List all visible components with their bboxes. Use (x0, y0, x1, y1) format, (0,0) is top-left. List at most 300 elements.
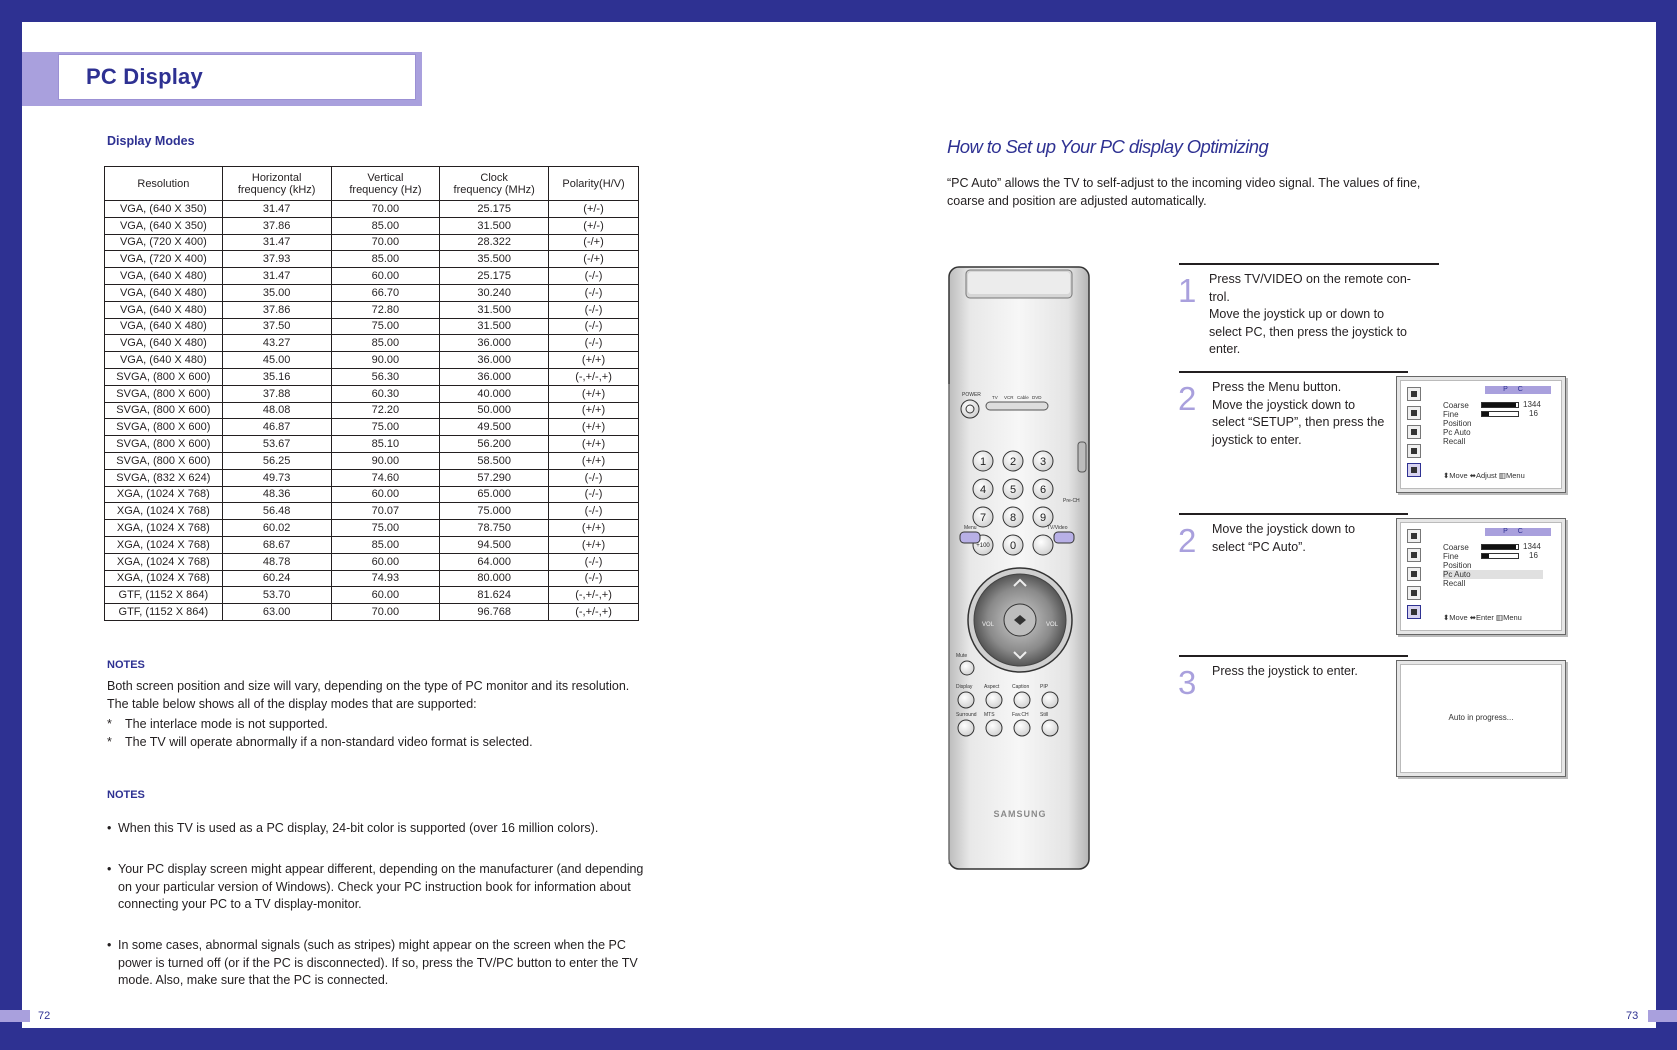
table-cell: 36.000 (440, 368, 549, 385)
osd-screen-3 (1396, 660, 1566, 777)
table-row (105, 352, 639, 369)
page-number-left: 72 (38, 1010, 51, 1022)
table-cell: 35.00 (222, 284, 331, 301)
table-cell: 70.00 (331, 234, 440, 251)
table-cell: VGA, (640 X 350) (105, 201, 223, 218)
osd-2-item-position: Position (1443, 561, 1472, 570)
table-cell: VGA, (640 X 480) (105, 301, 223, 318)
table-cell: 90.00 (331, 452, 440, 469)
notes-1-item-2-text: The TV will operate abnormally if a non-standard video format is selected. (125, 734, 533, 749)
osd-1-coarse-fill (1482, 403, 1516, 407)
osd-2-coarse-fill (1482, 545, 1516, 549)
table-cell: 31.500 (440, 301, 549, 318)
table-cell: (+/-) (549, 201, 639, 218)
step-divider (1179, 655, 1408, 657)
table-row (105, 486, 639, 503)
osd-3-message: Auto in progress... (1448, 713, 1514, 722)
bullet-dot: • (107, 821, 112, 835)
table-cell: VGA, (640 X 480) (105, 318, 223, 335)
table-cell: 40.000 (440, 385, 549, 402)
notes-1-line-2: The table below shows all of the display modes that are supported: (107, 696, 477, 711)
table-cell: 85.00 (331, 251, 440, 268)
osd-1-item-coarse: Coarse (1443, 401, 1469, 410)
osd-2-title: PC (1485, 528, 1551, 536)
osd-screen-3-inner (1400, 664, 1562, 773)
osd-2-item-recall: Recall (1443, 579, 1466, 588)
table-cell: (+/-) (549, 217, 639, 234)
table-cell: (-/-) (549, 486, 639, 503)
notes-heading-1: NOTES (107, 659, 145, 671)
mode-dvd: DVD (1032, 395, 1042, 400)
mode-cable: Cable (1017, 395, 1029, 400)
table-cell: 60.00 (331, 587, 440, 604)
step-text-line: Press TV/VIDEO on the remote con- (1209, 272, 1411, 286)
digit-label: 1 (979, 456, 987, 468)
table-cell: 65.000 (440, 486, 549, 503)
osd-1-fine-fill (1482, 412, 1489, 416)
table-cell: (-,+/-,+) (549, 604, 639, 621)
step-number: 1 (1178, 272, 1197, 309)
table-cell: 37.86 (222, 301, 331, 318)
bullet-dot: • (107, 862, 112, 876)
osd-2-fine-fill (1482, 554, 1489, 558)
digit-label: 9 (1039, 512, 1047, 524)
table-cell: XGA, (1024 X 768) (105, 520, 223, 537)
pc-icon (1407, 463, 1421, 477)
step-number: 2 (1178, 522, 1197, 559)
step-number: 3 (1178, 664, 1197, 701)
side-rocker (1078, 442, 1086, 472)
table-cell: VGA, (720 X 400) (105, 234, 223, 251)
osd-1-item-fine: Fine (1443, 410, 1459, 419)
table-cell: (+/+) (549, 419, 639, 436)
remote-key-label: Still (1040, 712, 1049, 718)
notes-2-bullet-2-line-3: connecting your PC to a TV display-monitor. (118, 897, 362, 911)
osd-2-footer: ⬍Move ⬌Enter ▥Menu (1443, 613, 1522, 622)
zero-label: 0 (1009, 540, 1017, 552)
menu-button (960, 532, 980, 543)
osd-2-fine-bar (1481, 553, 1519, 559)
mode-vcr: VCR (1004, 395, 1014, 400)
table-cell: 58.500 (440, 452, 549, 469)
notes-1-item-1-text: The interlace mode is not supported. (125, 717, 328, 731)
table-cell: 60.00 (331, 486, 440, 503)
table-cell: 25.175 (440, 201, 549, 218)
table-cell: 35.500 (440, 251, 549, 268)
table-row (105, 234, 639, 251)
prech-label: Pre-CH (1063, 498, 1080, 504)
menu-label: Menu (964, 525, 977, 531)
osd-1-coarse-value: 1344 (1523, 400, 1541, 409)
right-heading: How to Set up Your PC display Optimizing (947, 136, 1269, 157)
table-cell: VGA, (640 X 350) (105, 217, 223, 234)
step-divider (1179, 513, 1408, 515)
table-cell: 60.00 (331, 268, 440, 285)
table-cell: 37.86 (222, 217, 331, 234)
notes-1-line-1: Both screen position and size will vary, depending on the type of PC monitor and its resolution. (107, 679, 630, 693)
table-cell: 70.07 (331, 503, 440, 520)
notes-2-bullet-2-line-1: Your PC display screen might appear different, depending on the manufacturer (and depending (118, 862, 644, 876)
table-cell: (-,+/-,+) (549, 368, 639, 385)
table-cell: 37.88 (222, 385, 331, 402)
osd-2-fine-value: 16 (1529, 551, 1538, 560)
table-row (105, 217, 639, 234)
notes-2-bullet-1-text: When this TV is used as a PC display, 24-bit color is supported (over 16 million colors). (118, 821, 599, 835)
table-row (105, 587, 639, 604)
osd-1-fine-value: 16 (1529, 409, 1538, 418)
remote-key-label: Aspect (984, 684, 1000, 690)
remote-key-label: Caption (1012, 684, 1030, 690)
table-cell: XGA, (1024 X 768) (105, 570, 223, 587)
notes-1-item-1 (107, 716, 747, 734)
mode-switch (986, 402, 1048, 410)
setup-icon (1407, 444, 1421, 458)
table-cell: 31.500 (440, 318, 549, 335)
table-row (105, 335, 639, 352)
remote-key-button (1042, 692, 1058, 708)
step-text-line: Move the joystick up or down to (1209, 307, 1385, 321)
step-text-line: Move the joystick down to (1212, 397, 1356, 412)
display-modes-heading: Display Modes (107, 134, 195, 148)
prech-button (1033, 535, 1053, 555)
table-cell: 75.000 (440, 503, 549, 520)
step-text-line: Press the Menu button. (1212, 380, 1342, 394)
sound-icon (1407, 406, 1421, 420)
remote-key-button (1014, 720, 1030, 736)
table-header-row (105, 167, 639, 201)
plus100-label: +100 (976, 543, 990, 549)
table-cell: SVGA, (800 X 600) (105, 402, 223, 419)
page-number-bar-left (0, 1010, 30, 1022)
table-cell: 36.000 (440, 335, 549, 352)
table-cell: (+/+) (549, 402, 639, 419)
osd-1-item-position: Position (1443, 419, 1472, 428)
table-cell: 36.000 (440, 352, 549, 369)
osd-2-coarse-bar (1481, 544, 1519, 550)
table-cell: 31.47 (222, 201, 331, 218)
table-cell: (+/+) (549, 385, 639, 402)
table-cell: VGA, (640 X 480) (105, 352, 223, 369)
digit-label: 7 (979, 512, 987, 524)
table-cell: (-/-) (549, 268, 639, 285)
table-cell: (+/+) (549, 452, 639, 469)
table-cell: (-/-) (549, 553, 639, 570)
remote-key-label: MTS (984, 712, 995, 718)
table-cell: 68.67 (222, 536, 331, 553)
table-cell: 48.78 (222, 553, 331, 570)
picture-icon (1407, 387, 1421, 401)
mute-button (960, 661, 974, 675)
table-cell: 60.00 (331, 553, 440, 570)
table-cell: (-/-) (549, 301, 639, 318)
table-cell: VGA, (640 X 480) (105, 268, 223, 285)
table-cell: 74.60 (331, 469, 440, 486)
table-cell: 63.00 (222, 604, 331, 621)
step-text (1209, 271, 1449, 359)
table-cell: 85.00 (331, 217, 440, 234)
header-horizontal: Horizontal frequency (kHz) (222, 167, 331, 201)
osd-screen-2-inner (1400, 522, 1562, 631)
table-cell: SVGA, (800 X 600) (105, 368, 223, 385)
table-cell: VGA, (720 X 400) (105, 251, 223, 268)
table-cell: 49.500 (440, 419, 549, 436)
table-cell: 43.27 (222, 335, 331, 352)
table-cell: GTF, (1152 X 864) (105, 587, 223, 604)
table-cell: SVGA, (800 X 600) (105, 419, 223, 436)
table-cell: 81.624 (440, 587, 549, 604)
table-cell: 49.73 (222, 469, 331, 486)
table-cell: 90.00 (331, 352, 440, 369)
header-clock: Clock frequency (MHz) (440, 167, 549, 201)
table-row (105, 503, 639, 520)
table-cell: 60.30 (331, 385, 440, 402)
step-text-line: joystick to enter. (1212, 432, 1302, 447)
table-cell: (+/+) (549, 436, 639, 453)
page-number-right: 73 (1626, 1010, 1639, 1022)
table-cell: 46.87 (222, 419, 331, 436)
step-text-line: select “SETUP”, then press the (1212, 415, 1385, 429)
table-row (105, 469, 639, 486)
table-cell: 72.80 (331, 301, 440, 318)
table-cell: VGA, (640 X 480) (105, 335, 223, 352)
osd-1-item-recall: Recall (1443, 437, 1466, 446)
table-cell: (-,+/-,+) (549, 587, 639, 604)
table-cell: (-/-) (549, 284, 639, 301)
right-intro-line-1: “PC Auto” allows the TV to self-adjust to the incoming video signal. The values of fine, (947, 176, 1421, 190)
osd-2-item-fine: Fine (1443, 552, 1459, 561)
table-row (105, 604, 639, 621)
table-cell: 57.290 (440, 469, 549, 486)
table-cell: 37.93 (222, 251, 331, 268)
sound-icon (1407, 548, 1421, 562)
table-cell: 70.00 (331, 604, 440, 621)
digit-label: 4 (979, 484, 987, 496)
vol-minus-label: VOL (982, 622, 995, 628)
table-cell: 53.67 (222, 436, 331, 453)
table-cell: XGA, (1024 X 768) (105, 536, 223, 553)
step-text-line: enter. (1209, 342, 1241, 356)
step-text-line: trol. (1209, 289, 1230, 304)
table-cell: (+/+) (549, 352, 639, 369)
table-cell: 31.500 (440, 217, 549, 234)
step-divider (1179, 371, 1408, 373)
table-cell: GTF, (1152 X 864) (105, 604, 223, 621)
mode-tv: TV (992, 395, 998, 400)
header-resolution: Resolution (105, 167, 223, 201)
osd-screen-1 (1396, 376, 1566, 493)
table-cell: 45.00 (222, 352, 331, 369)
table-cell: (-/-) (549, 503, 639, 520)
right-intro (947, 175, 1567, 210)
table-cell: 94.500 (440, 536, 549, 553)
notes-1-text (107, 678, 747, 751)
remote-key-label: Fav.CH (1012, 712, 1029, 718)
bullet-dot: • (107, 938, 112, 952)
osd-2-coarse-value: 1344 (1523, 542, 1541, 551)
channel-icon (1407, 567, 1421, 581)
table-cell: XGA, (1024 X 768) (105, 486, 223, 503)
remote-key-label: Surround (956, 712, 977, 718)
table-cell: 37.50 (222, 318, 331, 335)
table-cell: 35.16 (222, 368, 331, 385)
table-row (105, 301, 639, 318)
table-body (105, 201, 639, 621)
digit-label: 3 (1039, 456, 1047, 468)
remote-key-button (958, 720, 974, 736)
table-row (105, 520, 639, 537)
remote-key-button (986, 720, 1002, 736)
table-cell: XGA, (1024 X 768) (105, 553, 223, 570)
table-cell: 48.08 (222, 402, 331, 419)
table-row (105, 436, 639, 453)
picture-icon (1407, 529, 1421, 543)
step-text-line: select PC, then press the joystick to (1209, 324, 1408, 339)
osd-1-item-pcauto: Pc Auto (1443, 428, 1471, 437)
table-cell: (-/+) (549, 251, 639, 268)
osd-1-sidebar (1407, 387, 1423, 482)
notes-2-bullet-3-line-2: power is turned off (or if the PC is disconnected). If so, press the TV/PC button to enter the TV (118, 955, 638, 970)
notes-heading-2: NOTES (107, 789, 145, 801)
setup-icon (1407, 586, 1421, 600)
step-number: 2 (1178, 380, 1197, 417)
table-cell: XGA, (1024 X 768) (105, 503, 223, 520)
tvvideo-label: TV/Video (1047, 525, 1068, 531)
remote-key-button (986, 692, 1002, 708)
table-cell: (-/-) (549, 335, 639, 352)
step-divider (1179, 263, 1439, 265)
osd-1-footer: ⬍Move ⬌Adjust ▥Menu (1443, 471, 1525, 480)
table-cell: 75.00 (331, 520, 440, 537)
digit-label: 6 (1039, 484, 1047, 496)
page-title: PC Display (86, 64, 203, 89)
table-cell: (-/-) (549, 318, 639, 335)
osd-2-sidebar (1407, 529, 1423, 624)
table-cell: (-/+) (549, 234, 639, 251)
table-cell: 85.00 (331, 335, 440, 352)
notes-2-bullet-3-line-3: mode. Also, make sure that the PC is connected. (118, 973, 389, 987)
pc-icon (1407, 605, 1421, 619)
table-cell: 25.175 (440, 268, 549, 285)
table-row (105, 368, 639, 385)
table-cell: 50.000 (440, 402, 549, 419)
star-marker: * (107, 717, 112, 731)
notes-2-bullet-3 (107, 937, 757, 990)
brand-logo: SAMSUNG (993, 809, 1047, 819)
table-cell: (-/-) (549, 570, 639, 587)
table-cell: 60.02 (222, 520, 331, 537)
notes-2-bullet-3-line-1: In some cases, abnormal signals (such as stripes) might appear on the screen when the PC (118, 938, 626, 952)
vol-plus-label: VOL (1046, 622, 1059, 628)
step-text-line: select “PC Auto”. (1212, 539, 1306, 554)
table-row (105, 318, 639, 335)
digit-label: 2 (1009, 456, 1017, 468)
table-cell: 72.20 (331, 402, 440, 419)
table-cell: 80.000 (440, 570, 549, 587)
table-row (105, 385, 639, 402)
remote-key-button (1014, 692, 1030, 708)
table-cell: VGA, (640 X 480) (105, 284, 223, 301)
table-cell: SVGA, (800 X 600) (105, 436, 223, 453)
table-cell: 53.70 (222, 587, 331, 604)
table-cell: 66.70 (331, 284, 440, 301)
table-cell: 85.10 (331, 436, 440, 453)
table-cell: 74.93 (331, 570, 440, 587)
osd-2-item-coarse: Coarse (1443, 543, 1469, 552)
table-cell: 96.768 (440, 604, 549, 621)
remote-key-button (958, 692, 974, 708)
table-row (105, 284, 639, 301)
table-cell: 28.322 (440, 234, 549, 251)
table-cell: 31.47 (222, 268, 331, 285)
osd-screen-2 (1396, 518, 1566, 635)
table-cell: 75.00 (331, 318, 440, 335)
mute-label: Mute (956, 653, 968, 659)
table-cell: 85.00 (331, 536, 440, 553)
tvvideo-button (1054, 532, 1074, 543)
table-cell: 56.48 (222, 503, 331, 520)
notes-2-bullet-2 (107, 861, 757, 914)
table-row (105, 452, 639, 469)
table-cell: 64.000 (440, 553, 549, 570)
table-cell: SVGA, (832 X 624) (105, 469, 223, 486)
right-intro-line-2: coarse and position are adjusted automatically. (947, 193, 1207, 208)
table-cell: 30.240 (440, 284, 549, 301)
page-number-bar-right (1648, 1010, 1677, 1022)
table-row (105, 402, 639, 419)
notes-2-bullet-2-line-2: on your particular version of Windows). Check your PC instruction book for information about (118, 879, 631, 894)
table-cell: (-/-) (549, 469, 639, 486)
power-label: POWER (962, 392, 981, 398)
table-cell: SVGA, (800 X 600) (105, 385, 223, 402)
osd-1-fine-bar (1481, 411, 1519, 417)
digit-label: 8 (1009, 512, 1017, 524)
osd-1-title: PC (1485, 386, 1551, 394)
table-cell: 31.47 (222, 234, 331, 251)
osd-screen-1-inner (1400, 380, 1562, 489)
table-cell: SVGA, (800 X 600) (105, 452, 223, 469)
remote-control-illustration (946, 264, 1094, 872)
table-cell: 70.00 (331, 201, 440, 218)
table-cell: (+/+) (549, 520, 639, 537)
osd-2-item-pcauto-selected: Pc Auto (1443, 570, 1543, 579)
table-row (105, 251, 639, 268)
display-modes-table (104, 166, 639, 621)
osd-1-coarse-bar (1481, 402, 1519, 408)
notes-2-bullet-1 (107, 820, 757, 838)
table-row (105, 536, 639, 553)
table-cell: 75.00 (331, 419, 440, 436)
table-cell: 78.750 (440, 520, 549, 537)
table-cell: 60.24 (222, 570, 331, 587)
remote-key-label: Display (956, 684, 973, 690)
header-vertical: Vertical frequency (Hz) (331, 167, 440, 201)
channel-icon (1407, 425, 1421, 439)
table-cell: 56.25 (222, 452, 331, 469)
step-text-line: Press the joystick to enter. (1212, 664, 1358, 678)
table-cell: 56.200 (440, 436, 549, 453)
digit-label: 5 (1009, 484, 1017, 496)
table-row (105, 570, 639, 587)
table-row (105, 419, 639, 436)
remote-key-button (1042, 720, 1058, 736)
power-button (961, 400, 979, 418)
table-row (105, 553, 639, 570)
table-cell: 48.36 (222, 486, 331, 503)
table-row (105, 268, 639, 285)
header-polarity: Polarity(H/V) (549, 167, 639, 201)
table-cell: (+/+) (549, 536, 639, 553)
star-marker: * (107, 734, 112, 749)
